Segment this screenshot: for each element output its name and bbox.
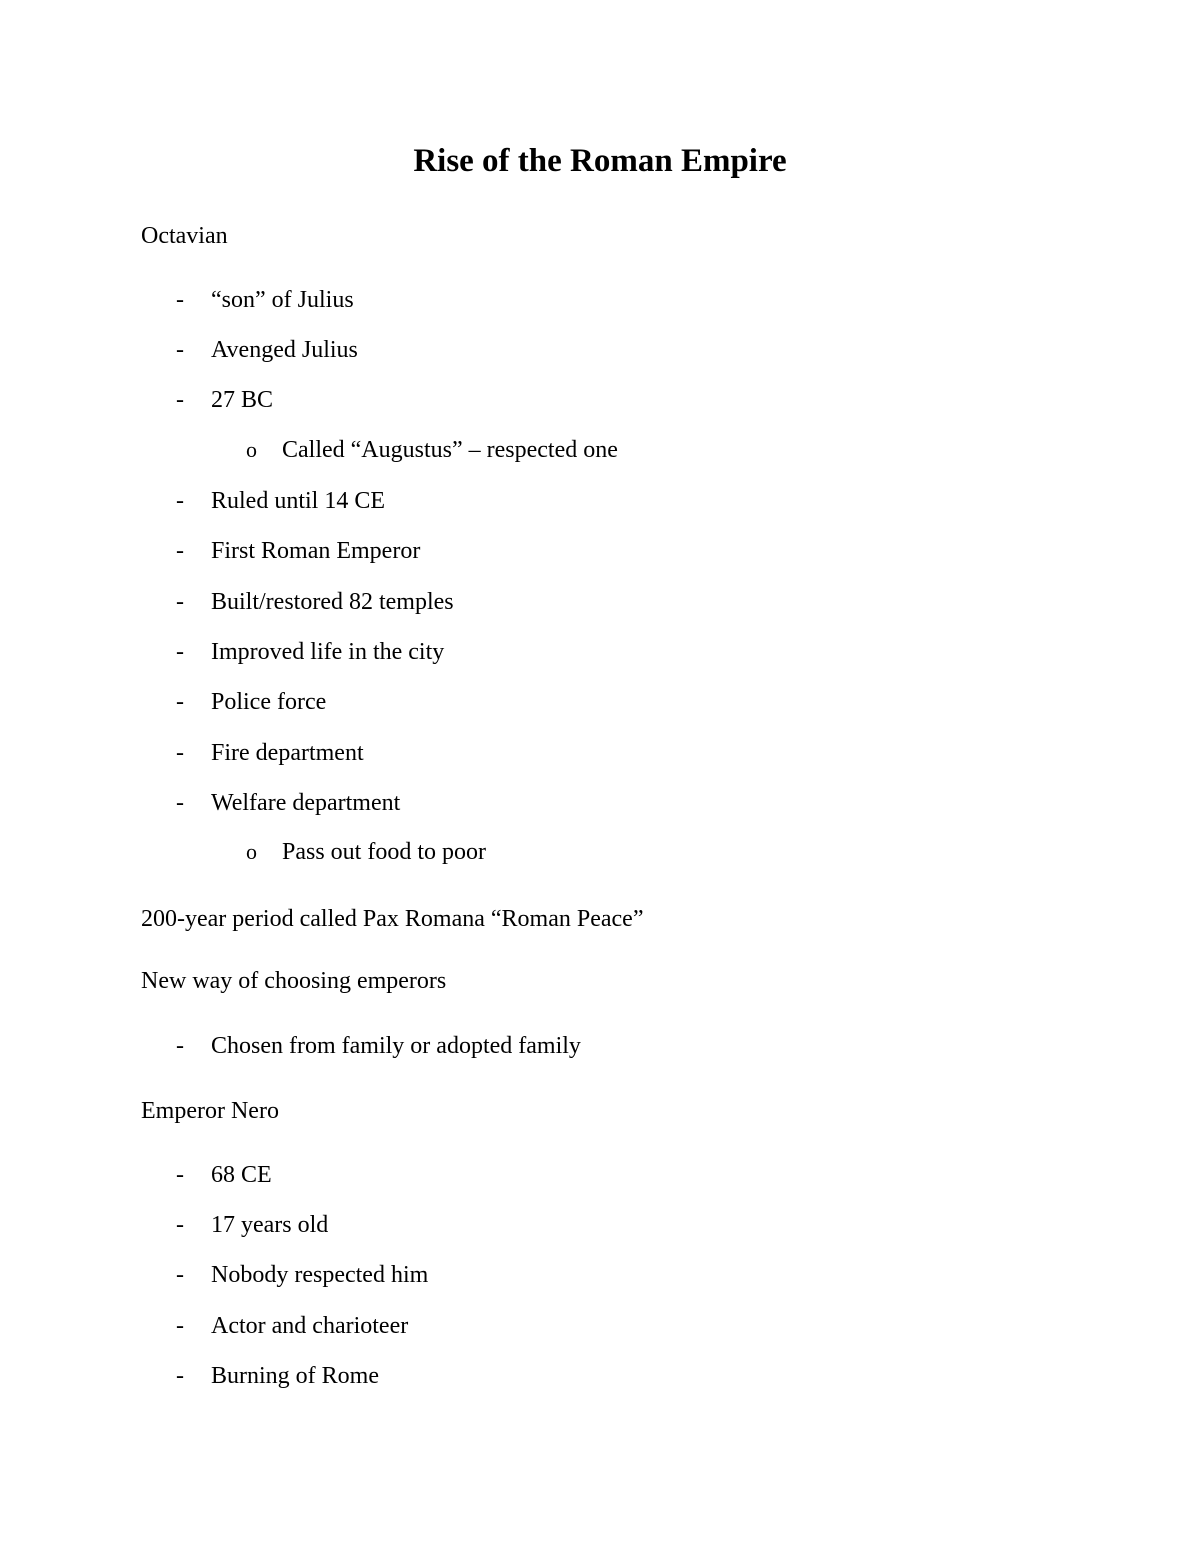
dash-bullet: - (176, 1313, 184, 1339)
dash-bullet: - (176, 790, 184, 816)
section-heading-octavian: Octavian (141, 223, 228, 249)
dash-bullet: - (176, 1262, 184, 1288)
dash-bullet: - (176, 1033, 184, 1059)
dash-bullet: - (176, 1363, 184, 1389)
list-item: Police force (211, 689, 327, 715)
circle-bullet: o (246, 437, 257, 462)
list-item: Built/restored 82 temples (211, 589, 454, 615)
sub-list-item: Called “Augustus” – respected one (282, 437, 618, 463)
pax-romana-line: 200-year period called Pax Romana “Roman Peace” (141, 906, 644, 932)
dash-bullet: - (176, 488, 184, 514)
dash-bullet: - (176, 287, 184, 313)
list-item: First Roman Emperor (211, 538, 421, 564)
list-item: Nobody respected him (211, 1262, 429, 1288)
dash-bullet: - (176, 387, 184, 413)
list-item: 17 years old (211, 1212, 329, 1238)
dash-bullet: - (176, 538, 184, 564)
document-title: Rise of the Roman Empire (413, 143, 787, 179)
list-item: Fire department (211, 740, 364, 766)
section-heading-nero: Emperor Nero (141, 1098, 279, 1124)
circle-bullet: o (246, 839, 257, 864)
dash-bullet: - (176, 589, 184, 615)
dash-bullet: - (176, 639, 184, 665)
list-item: Burning of Rome (211, 1363, 379, 1389)
list-item: Actor and charioteer (211, 1313, 409, 1339)
list-item: Chosen from family or adopted family (211, 1033, 581, 1059)
list-item: 68 CE (211, 1162, 272, 1188)
dash-bullet: - (176, 337, 184, 363)
list-item: Ruled until 14 CE (211, 488, 385, 514)
dash-bullet: - (176, 1212, 184, 1238)
list-item: Avenged Julius (211, 337, 358, 363)
section-heading-choosing: New way of choosing emperors (141, 968, 447, 994)
list-item: Improved life in the city (211, 639, 445, 665)
dash-bullet: - (176, 1162, 184, 1188)
sub-list-item: Pass out food to poor (282, 839, 486, 865)
list-item: “son” of Julius (211, 287, 354, 313)
dash-bullet: - (176, 740, 184, 766)
list-item: Welfare department (211, 790, 401, 816)
dash-bullet: - (176, 689, 184, 715)
list-item: 27 BC (211, 387, 274, 413)
